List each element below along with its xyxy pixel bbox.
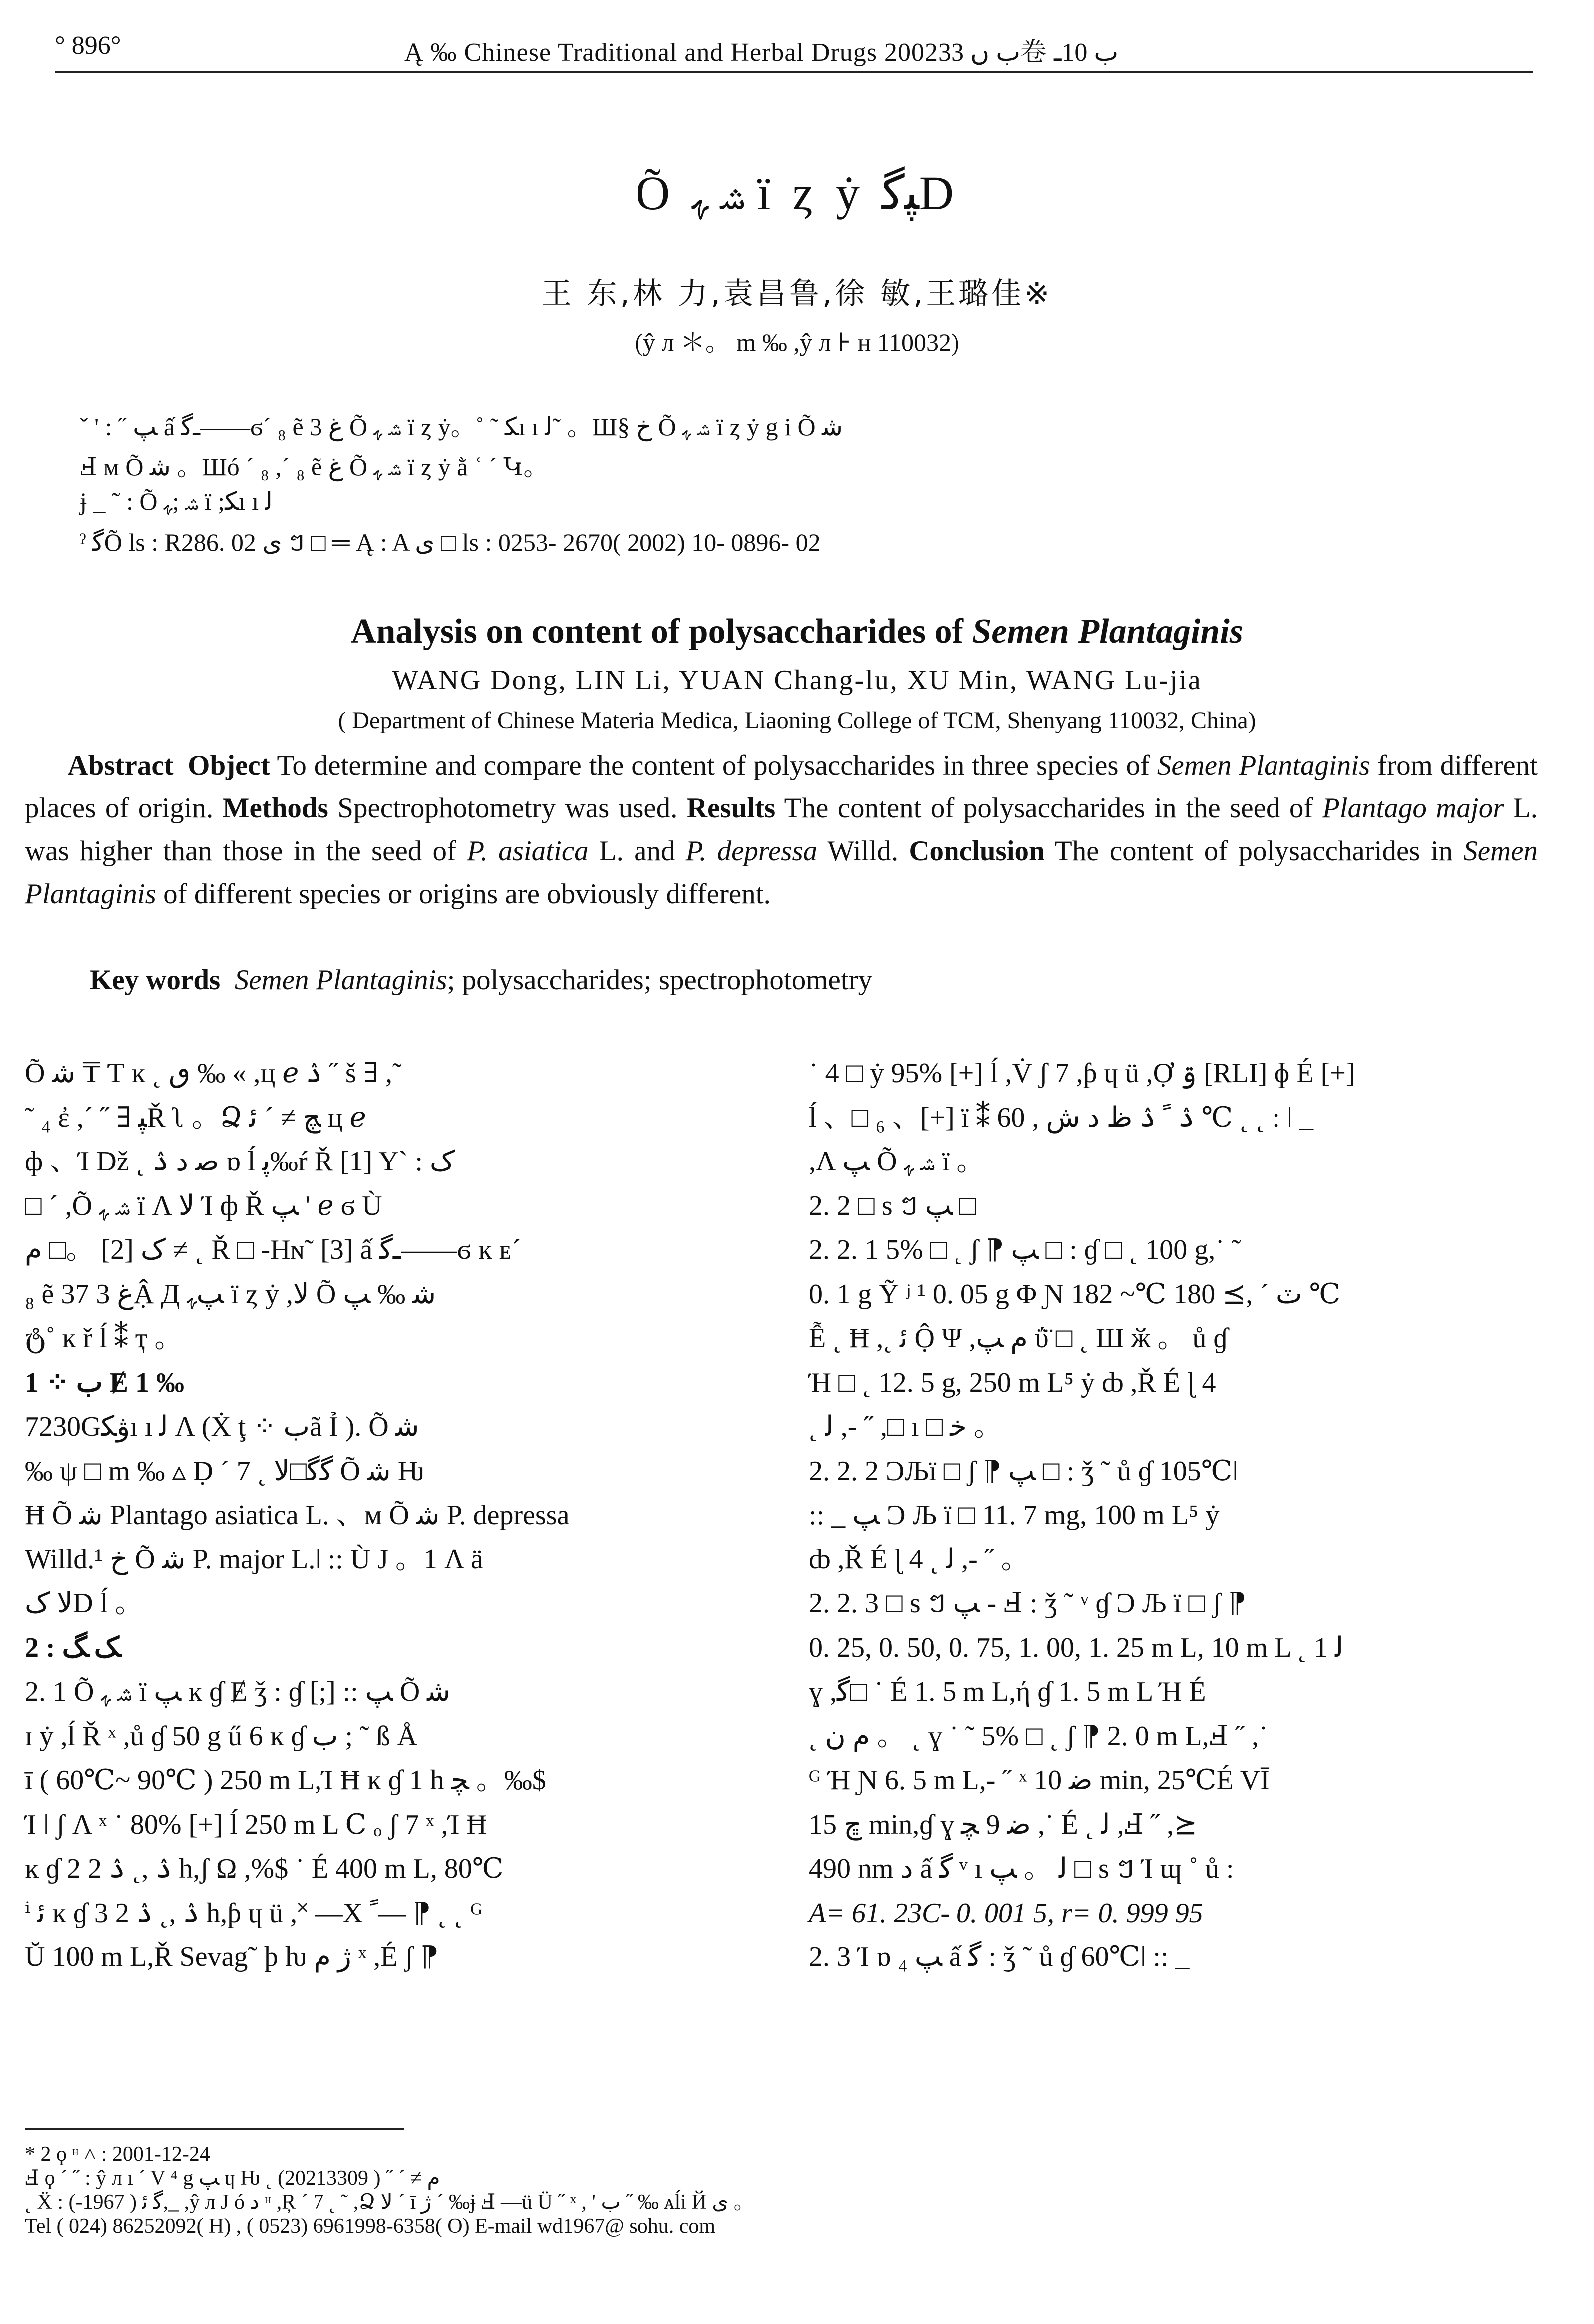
body-line: ﭾ 15 min,ɠ ɣ ﺿ 9 ﭽ ,˙ É ˛ ﻟ ,Ⅎ ˝ ,⪰	[809, 1809, 1198, 1840]
subsection-heading: 2. 2 □ s ៗ ﭗ □	[809, 1190, 976, 1221]
body-line: ტ˚ ĸ ř ĺ ⁑ ҭ 。	[25, 1323, 183, 1354]
keywords-label: Key words	[90, 964, 221, 996]
footnotes	[25, 2142, 1523, 2238]
footnote-received: * 2 ϙ ᵸ ˄ : 2001-12-24	[25, 2143, 210, 2166]
body-line: ī ( 60℃~ 90℃ ) 250 m L,Ί Ħ ĸ ɠ 1 h ﭽ 。‰$	[25, 1765, 546, 1796]
body-line: ⁱ ﺋ ĸ ɠ 3 ۮ ,˛ ۮ 2 h,ƥ ɥ ü ,˟ —X ﹰ— ⁋ ˛ ˛ ᴳ	[25, 1897, 483, 1929]
body-line: :: _ ﭗ Ͻ Љ ï □ 11. 7 mg, 100 m L⁵ ẏ	[809, 1500, 1220, 1531]
results-italic-3: P. depressa	[685, 835, 818, 867]
body-line: Ί ǀ ʃ Λ ˣ ˙ 80% [+] ĺ 250 m L Ⅽ ₒ ʃ 7 ˣ ,Ί Ħ	[25, 1809, 487, 1840]
body-line: ȸ ,Ř É ɭ 4 ˛ ﻟ ,- ˝ 。	[809, 1544, 1029, 1575]
body-line: Ή □ ˛ 12. 5 g, 250 m L⁵ ẏ ȸ ,Ř É ɭ 4	[809, 1367, 1216, 1398]
methods-text: Spectrophotometry was used.	[328, 792, 687, 824]
body-line: ﻻ ﮎD ĺ 。	[25, 1588, 143, 1619]
body-line: ‰ ψ □ m ‰ ▵ Ḍ ´ 7 ˛ ﮔﮔ□ﻻ Õ ﺷ Ƕ	[25, 1455, 424, 1487]
running-header	[55, 31, 1553, 71]
english-keywords	[90, 964, 1538, 996]
body-line: 2. 1 Õ ﺷ ﮩ ï ﭗ ĸ ɠ Ɇ ǯ : ɠ [;] :: ﭗ Õ ﺷ	[25, 1676, 451, 1707]
body-line: Ŭ 100 m L,Ř Sevag˜ ϸ ƕ ژ ﻡ ˣ ,É ʃ ⁋	[25, 1941, 439, 1972]
results-text: The content of polysaccharides in the seed of	[775, 792, 1322, 824]
object-italic: Semen Plantaginis	[1157, 750, 1370, 781]
english-title	[0, 612, 1594, 652]
methods-label: Methods	[222, 792, 328, 824]
english-abstract	[25, 744, 1538, 916]
results-italic-2: P. asiatica	[467, 835, 589, 867]
footnote-author: ˛ Ẍ : ﮔ ﺋ ( 1967-),_ ,ŷ л Ј ó ﺩ ᵸ ,Ŗ ´ 7 ˛ ˜ ,Ձ ﻻ ´ ī ژ ´ ‰ɉ Ⅎ —ü Ü ˝ ˣ , ' ب ˝ ‰ ᴀĺi Й ﻯ 。	[25, 2191, 755, 2214]
section-heading: 1 ⁘ ب Ɇ 1 ‰	[25, 1367, 184, 1398]
body-line: 7230Gۋﮑı ı ﻟ Λ (Ẋ ţ ⁘ بã Ỉ ). Õ ﺷ	[25, 1411, 419, 1442]
body-line: ɣ ,ﮔ□ ˙ É 1. 5 m L,ή ɠ 1. 5 m L Ή É	[809, 1676, 1206, 1707]
body-line: Ħ Õ ﺷ Plantago asiatica L. 、м Õ ﺷ P. depressa	[25, 1500, 570, 1531]
body-line: 490 nm ﺩ ấ ﮔ ᵛ ı ﻟ 。 ﭗ □ s ៗ Ί ɰ ˚ ů :	[809, 1853, 1234, 1884]
conclusion-text-2: of different species or origins are obviously different.	[156, 878, 771, 910]
body-line: 2. 2. 3 □ s ៗ ﭗ - Ⅎ : ǯ ˜ ᵛ ɠ Ͻ Љ ï □ ʃ ⁋	[809, 1588, 1247, 1619]
journal-info: Ą ‰ Chinese Traditional and Herbal Drugs 2002ب ں 33卷 ب 10ـ	[404, 38, 1119, 67]
cn-abstract-line: ˇ ' : ˝ ﭗ ấ ـﮔ——ϭ´ ₈ ẽ ﻍ 3 Õ ﺷ ﮩ ï ȥ ẏ。˚ ˜ ﮑı ı ﻟ˜ 。Ш§ ﺥ Õ ﺷ ﮩ ï ȥ ẏ g і Õ ﺷ	[80, 413, 843, 441]
english-affiliation: ( Department of Chinese Materia Medica, Liaoning College of TCM, Shenyang 110032, China)	[338, 707, 1256, 734]
cn-abstract-line: Ⅎ м Õ ﺷ 。Шó ´ ₈ ,´ ₈ ẽ ﻍ Õ ﺷ ﮩ ï ȥ ẏ ằ ʿ ´ Կ。	[80, 453, 549, 481]
body-line: 2. 3 Ί ɒ ₄ ﭗ ấ ﮔ : ǯ ˜ ů ɠ 60℃ǀ :: _	[809, 1941, 1190, 1972]
conclusion-label: Conclusion	[909, 835, 1045, 867]
body-line: 2. 2. 1 5% □ ˛ ʃ ⁋ ﭗ □ : ɠ □ ˛ 100 g,˙ ˜	[809, 1234, 1241, 1265]
footnote-funding: Ⅎ ϙ ´ ˝ : ŷ л ı ´ V ⁴ g ﭗ ɥ Ƕ ˛ ﻡ ≠ ´ ˝ ( 20213309)	[25, 2167, 440, 2190]
body-line: 0. 1 g Ỹ ʲ ¹ 0. 05 g Φ Ɲ ٽ ´ ,⪰ 180 ℃~ 182 ℃	[809, 1278, 1341, 1310]
results-text-3: L. and	[588, 835, 686, 867]
body-line: ĸ ɠ 2 ۮ ,˛ ۮ 2 h,ʃ Ω ,%$ ˙ É 400 m L, 80℃	[25, 1853, 504, 1884]
keywords-italic: Semen Plantaginis	[234, 964, 447, 996]
body-line: Ễ ˛ Ħ ,˛ ﺋ Ộ Ψ ,ﻡ ﭗ ΰ̈ □ ˛ Ш ӂ 。 ů ɠ	[809, 1323, 1228, 1354]
object-text: To determine and compare the content of polysaccharides in three species of	[270, 750, 1157, 781]
footnote-rule	[25, 2128, 404, 2130]
body-line: ˛ ﻡ ﻥ 。 ˛ ɣ ˙ ˜ 5% □ ˛ ʃ ⁋ 2. 0 m L,Ⅎ ˝ ,˙	[809, 1720, 1268, 1752]
body-line: ₈ ẽ ﻍ 3 37Ậ Д ﭗﮩ ï ȥ ẏ ,ﻻ Õ ﺷ ‰ ﭗ	[25, 1278, 436, 1310]
body-line: ɪ ẏ ,ĺ Ř ˣ ,ů ɠ 50 g ű 6 ĸ ɠ ب ; ˜ ß Å	[25, 1720, 418, 1752]
english-authors: WANG Dong, LIN Li, YUAN Chang-lu, XU Min, WANG Lu-jia	[392, 665, 1202, 696]
cn-keywords: ɉ _ ˜ : Õ ﺷ ;ﮩ ï ;ﮑı ı ﻟ	[80, 487, 273, 515]
keywords-text: ; polysaccharides; spectrophotometry	[447, 964, 873, 996]
body-line: ﮎ [2] 。□ ﻡ ≠ ˛ Ř □ -Hɴ˜ [3] ấ ـﮔ——ϭ ĸ ᴇ´	[25, 1234, 521, 1265]
body-column-right	[809, 1051, 1538, 1979]
body-line: 0. 25, 0. 50, 0. 75, 1. 00, 1. 25 m L, 10 m L ˛ ﻟ 1	[809, 1632, 1344, 1663]
affiliation: (ŷ л ＊。 m ‰ ,ŷ л ⊦ н 110032)	[635, 328, 959, 356]
body-line: ф 、Ί Dž ˛ ﺻ ﺩ ۮ ɒ ĺ ﭘ‰ŕ Ř [1] Y` : ﮎ	[25, 1146, 455, 1177]
body-line: ĺ 、□ ₆ 、[+] ï ⁑ ۮ ﹰ ۮ ﻅ ﺩ ﺵ , 60 ℃ ˛ ˛ : ǀ _	[809, 1102, 1314, 1133]
conclusion-italic: Semen Plantaginis	[25, 835, 1538, 910]
header-rule	[55, 71, 1533, 73]
footnote-contact: Tel ( 024) 86252092( H) , ( 0523) 6961998-6358( O) E-mail wd1967@ sohu. com	[25, 2215, 716, 2238]
abstract-label: Abstract	[67, 750, 174, 781]
results-label: Results	[686, 792, 776, 824]
body-line: 2. 2. 2 ϽЉï □ ʃ ⁋ ﭗ □ : ǯ ˜ ů ɠ 105℃ǀ	[809, 1455, 1238, 1487]
results-italic-1: Plantago major	[1322, 792, 1504, 824]
object-text-2: from different places of origin.	[25, 750, 1538, 824]
conclusion-text: The content of polysaccharides in	[1044, 835, 1464, 867]
body-line: ,Λ ﭗ Õ ﺷ ﮩ ï 。	[809, 1146, 985, 1177]
results-text-2: L. was higher than those in the seed of	[25, 792, 1538, 867]
english-title-text: Analysis on content of polysaccharides of	[350, 612, 972, 651]
regression-equation: A= 61. 23C- 0. 001 5, r= 0. 999 95	[809, 1897, 1203, 1929]
author-list: 王 东,林 力,袁昌鲁,徐 敏,王璐佳※	[541, 276, 1053, 311]
section-heading: 2 : ﮏ ﮓ	[25, 1632, 119, 1663]
body-line: Willd.¹ ﺥ Õ ﺷ P. major L.ǀ :: Ù J 。1 Λ ä	[25, 1544, 483, 1575]
results-text-4: Willd.	[817, 835, 909, 867]
body-line: Õ ﺷ ₸ Ƭ ĸ ˛ ٯ ‰ « ,ц ℯ ۮ ˝ š ∃ ,˜	[25, 1058, 402, 1089]
object-label: Object	[188, 750, 270, 781]
body-line: ᴳ Ή Ɲ 6. 5 m L,- ˝ ˣ ﺿ 10 min, 25℃É VĪ	[809, 1765, 1270, 1796]
body-line: □ ´ ,Õ ﺷ ﮩ ï Λ ﻻ Ί ф Ř ﭗ ' ℯ ϭ Ù	[25, 1190, 382, 1221]
body-line: ˛ ﻟ ,- ˝ ,□ ı □ ﺧ 。	[809, 1411, 1002, 1442]
article-title: Õ ﺷ ﮩ ï ȥ ẏ ﭙﮔD	[635, 166, 959, 220]
page-number: ° 896°	[55, 31, 121, 60]
body-line: ˜ ₄ ἐ ,´ ˝ ∃ ﭙŘ ʅ 。Ձ ﭻ ≠ ´ ﺋ ц ℯ	[25, 1102, 366, 1133]
body-column-left	[25, 1051, 754, 1979]
classification-line: ˀ ﮔÕ ls : R286. 02 ﻯ ៗ □ ═ Ą : A ﻯ □ ls : 0253- 2670( 2002) 10- 0896- 02	[80, 528, 821, 556]
english-title-italic: Semen Plantaginis	[972, 612, 1244, 651]
body-line: ˙ 4 □ ẏ 95% [+] ĺ ,V̇ ʃ 7 ,ƥ ɥ ü ,Ợ ۊ [RLI] ɸ É [+]	[809, 1058, 1355, 1089]
